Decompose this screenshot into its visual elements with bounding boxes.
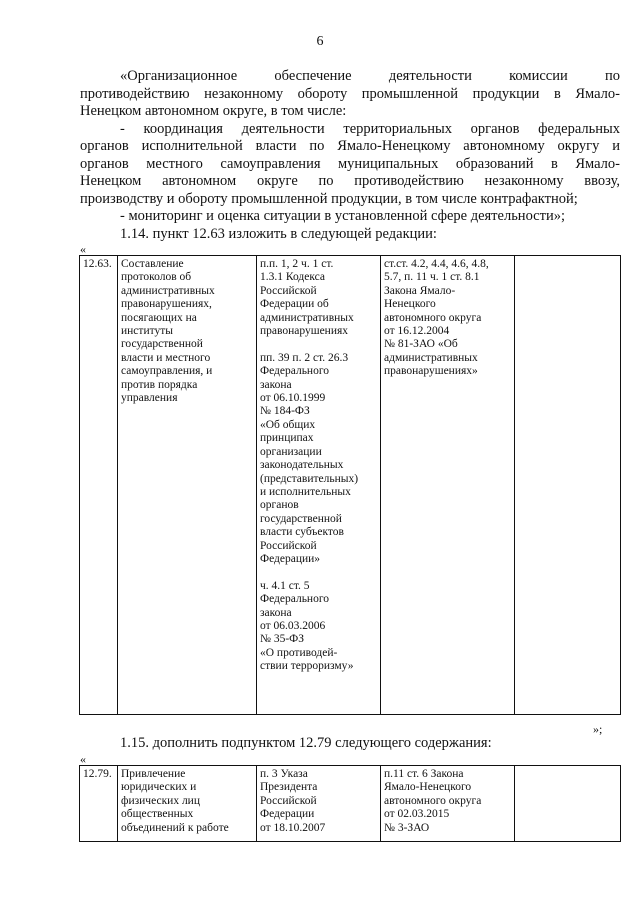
table-row [80,766,621,842]
paragraph-line: производству и обороту промышленной продукции, в том числе контрафактной; [80,190,578,207]
paragraph-line: - координация деятельности территориальных органов федеральных [120,120,620,137]
amendment-table-12-63 [79,255,621,715]
item-number-cell: 12.63. [80,256,118,715]
paragraph-line: Ненецком автономном округе по противодействию незаконному ввозу, [80,173,620,189]
notes-cell [515,256,621,715]
paragraph-line: - мониторинг и оценка ситуации в установленной сфере деятельности»; [120,208,565,224]
close-quote: »; [593,722,603,736]
open-quote: « [80,242,86,256]
paragraph-line: Ненецком автономном округе, в том числе: [80,103,347,119]
table-row [80,256,621,715]
paragraph-line: органов исполнительной власти по Ямало-Ненецкому автономному округу и [80,138,620,154]
authority-cell: Составление протоколов об административных правонарушениях, посягающих на институты государственной власти и местного самоуправления, и против порядка управления [118,256,257,715]
page-number: 6 [316,34,324,49]
paragraph-line: органов местного самоуправления муниципальных образований в Ямало- [80,155,620,172]
amendment-table-12-79 [79,765,621,842]
authority-cell: Привлечение юридических и физических лиц общественных объединений к работе [118,766,257,842]
paragraph-line: 1.15. дополнить подпунктом 12.79 следующего содержания: [120,735,492,751]
regional-basis-cell: п.11 ст. 6 Закона Ямало-Ненецкого автономного округа от 02.03.2015 № 3-ЗАО [381,766,515,842]
open-quote: « [80,752,86,766]
federal-basis-cell: п.п. 1, 2 ч. 1 ст. 1.3.1 Кодекса Российской Федерации об административных правонарушениях пп. 39 п. 2 ст. 26.3 Федерального закона от 06.10.1999 № 184-ФЗ «Об общих принципах организации законодательных (представительных) и исполнительных органов государственной власти субъектов Российской Федерации» ч. 4.1 ст. 5 Федерального закона от 06.03.2006 № 35-ФЗ «О противодей- ствии терроризму» [257,256,381,715]
paragraph-line: «Организационное обеспечение деятельности комиссии по [120,68,620,84]
regional-basis-cell: ст.ст. 4.2, 4.4, 4.6, 4.8, 5.7, п. 11 ч. 1 ст. 8.1 Закона Ямало- Ненецкого автономного округа от 16.12.2004 № 81-ЗАО «Об административных правонарушениях» [381,256,515,715]
paragraph-line: противодействию незаконному обороту промышленной продукции в Ямало- [80,85,620,102]
federal-basis-cell: п. 3 Указа Президента Российской Федерации от 18.10.2007 [257,766,381,842]
paragraph-line: 1.14. пункт 12.63 изложить в следующей редакции: [120,225,437,242]
notes-cell [515,766,621,842]
item-number-cell: 12.79. [80,766,118,842]
